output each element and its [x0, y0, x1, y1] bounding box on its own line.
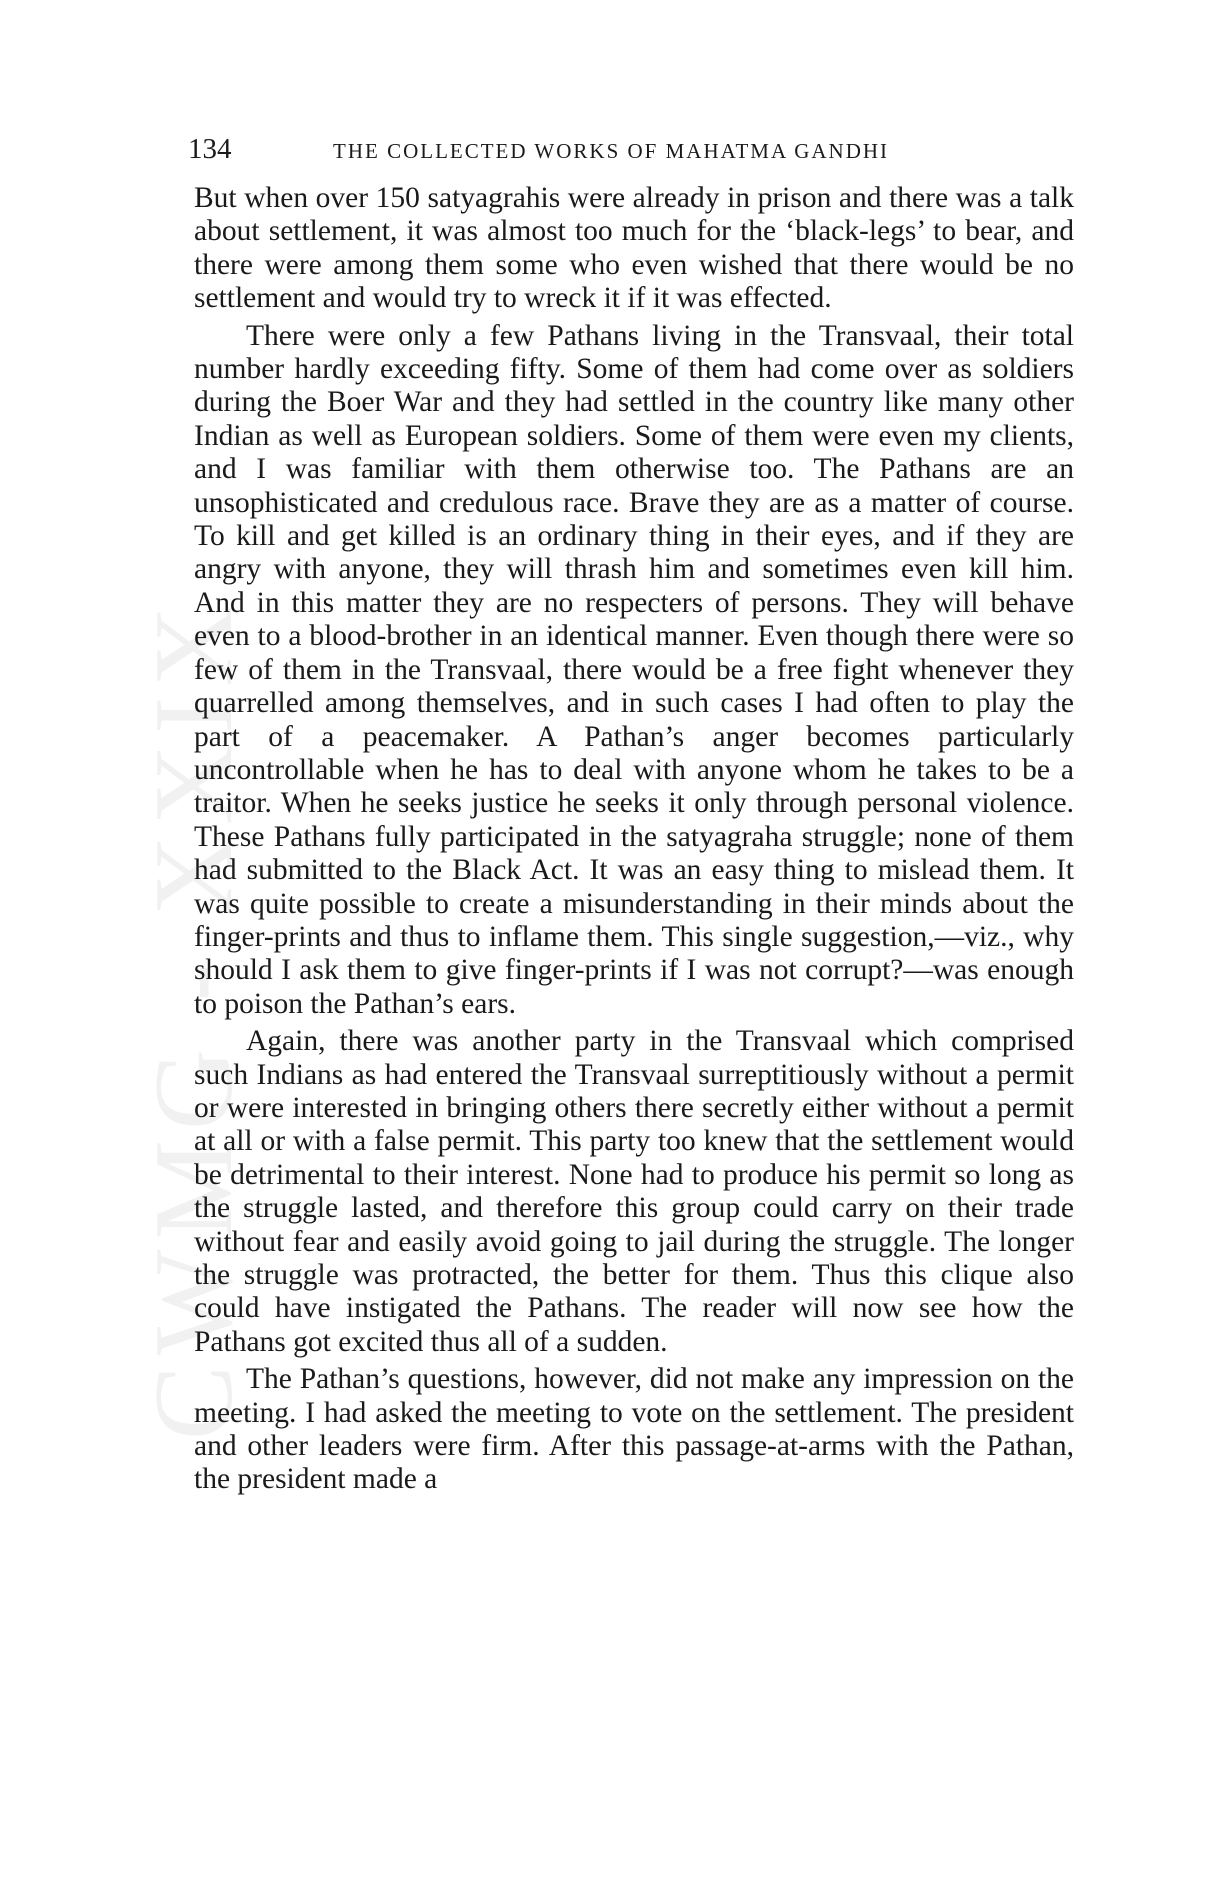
page-number: 134 [188, 133, 232, 165]
page-header [188, 132, 1088, 172]
paragraph: Again, there was another party in the Transvaal which comprised such Indians as had entered the Transvaal surreptitiously without a permit or were interested in bringing others there secretly either without a permit at all or with a false permit. This party too knew that the settlement would be detrimental to their interest. None had to produce his permit so long as the struggle lasted, and therefore this group could carry on their trade without fear and easily avoid going to jail during the struggle. The longer the struggle was protracted, the better for them. Thus this clique also could have instigated the Pathans. The reader will now see how the Pathans got excited thus all of a sudden. [194, 1025, 1074, 1358]
running-head: THE COLLECTED WORKS OF MAHATMA GANDHI [333, 139, 890, 163]
paragraph: The Pathan’s questions, however, did not make any impression on the meeting. I had asked the meeting to vote on the settlement. The president and other leaders were firm. After this passage-at-arms with the Pathan, the president made a [194, 1363, 1074, 1496]
paragraph: There were only a few Pathans living in the Transvaal, their total number hardly exceeding fifty. Some of them had come over as soldiers during the Boer War and they had settled in the country like many other Indian as well as European soldiers. Some of them were even my clients, and I was familiar with them otherwise too. The Pathans are an unsophisticated and credulous race. Brave they are as a matter of course. To kill and get killed is an ordinary thing in their eyes, and if they are angry with anyone, they will thrash him and sometimes even kill him. And in this matter they are no respecters of persons. They will behave even to a blood-brother in an identical manner. Even though there were so few of them in the Transvaal, there would be a free fight whenever they quarrelled among themselves, and in such cases I had often to play the part of a peacemaker. A Pathan’s anger becomes particularly uncontrollable when he has to deal with anyone whom he takes to be a traitor. When he seeks justice he seeks it only through personal violence. These Pathans fully participated in the satyagraha struggle; none of them had submitted to the Black Act. It was an easy thing to mislead them. It was quite possible to create a misunderstanding in their minds about the finger-prints and thus to inflame them. This single suggestion,—viz., why should I ask them to give finger-prints if I was not corrupt?—was enough to poison the Pathan’s ears. [194, 319, 1074, 1020]
watermark: CWMG - XXIX [132, 595, 256, 1440]
paragraph: But when over 150 satyagrahis were already in prison and there was a talk about settlement, it was almost too much for the ‘black-legs’ to bear, and there were among them some who even wished that there would be no settlement and would try to wreck it if it was effected. [194, 182, 1074, 315]
body-text [194, 182, 1074, 1497]
